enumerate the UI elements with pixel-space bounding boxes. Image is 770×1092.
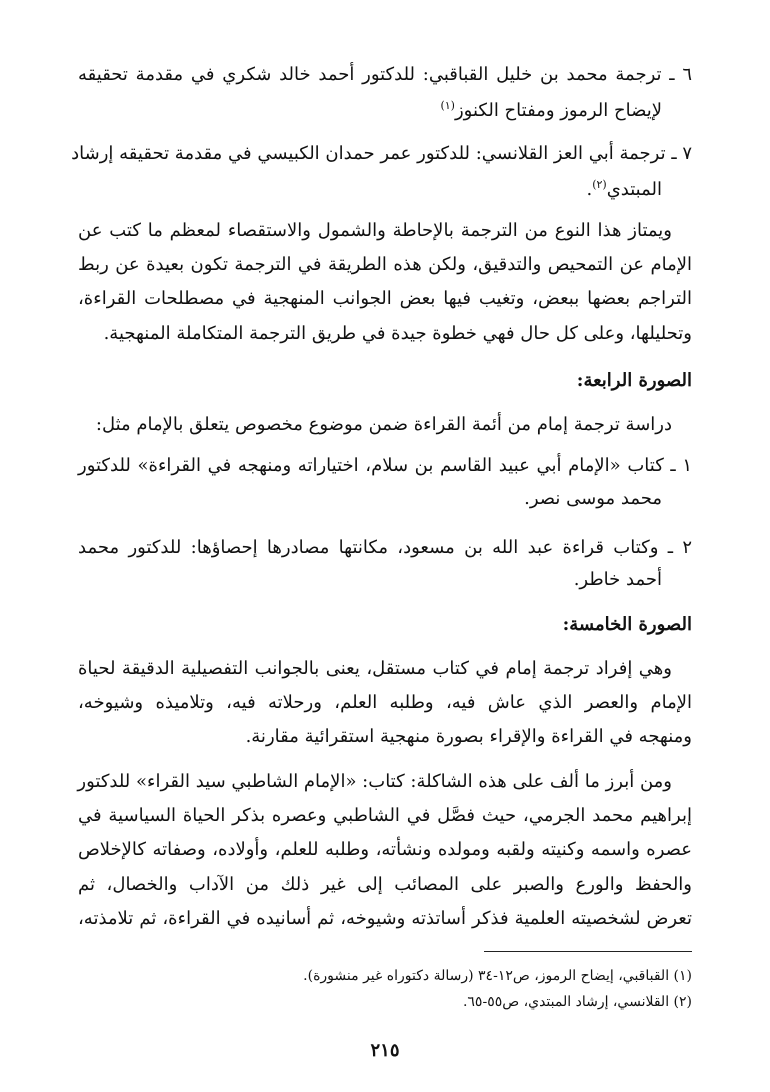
text-line: ومنهجه في القراءة والإقراء بصورة منهجية استقرائية مقارنة. <box>245 726 692 747</box>
text-line: دراسة ترجمة إمام من أئمة القراءة ضمن موضوع مخصوص يتعلق بالإمام مثل: <box>95 414 672 435</box>
section-heading: الصورة الخامسة: <box>562 614 692 635</box>
text-line: محمد موسى نصر. <box>524 488 662 509</box>
text-line: ويمتاز هذا النوع من الترجمة بالإحاطة والشمول والاستقصاء لمعظم ما كتب عن <box>78 220 672 241</box>
text-line: ٧ ـ ترجمة أبي العز القلانسي: للدكتور عمر حمدان الكبيسي في مقدمة تحقيقه إرشاد <box>71 143 692 164</box>
text-line: ٢ ـ وكتاب قراءة عبد الله بن مسعود، مكانتها مصادرها إحصاؤها: للدكتور محمد <box>78 537 692 558</box>
text-line: أحمد خاطر. <box>573 569 662 590</box>
text-line: التراجم بعضها ببعض، وتغيب فيها بعض الجوانب المنهجية في مصطلحات القراءة، <box>78 288 692 309</box>
text-span: المبتدي <box>606 179 662 200</box>
footnote-ref: (١) <box>440 99 455 112</box>
text-line: والحفظ والورع والصبر على المصائب إلى غير ذلك من الآداب والخصال، ثم <box>78 874 692 895</box>
text-span: . <box>586 179 593 200</box>
text-line: الإمام عن التمحيص والتدقيق، ولكن هذه الطريقة في الترجمة تكون بعيدة عن ربط <box>78 254 692 275</box>
text-line: تعرض لشخصيته العلمية فذكر أساتذته وشيوخه، ثم أسانيده في القراءة، ثم تلامذته، <box>78 908 692 929</box>
text-line: ومن أبرز ما ألف على هذه الشاكلة: كتاب: «الإمام الشاطبي سيد القراء» للدكتور <box>77 771 672 792</box>
text-span: لإيضاح الرموز ومفتاح الكنوز <box>454 100 662 121</box>
footnote-divider <box>484 951 692 952</box>
section-heading: الصورة الرابعة: <box>576 370 692 391</box>
footnote-ref: (٢) <box>592 178 607 191</box>
text-line: ١ ـ كتاب «الإمام أبي عبيد القاسم بن سلام، اختياراته ومنهجه في القراءة» للدكتور <box>78 455 692 476</box>
footnote: (١) القباقبي، إيضاح الرموز، ص١٢-٣٤ (رسالة دكتوراه غير منشورة). <box>303 968 692 984</box>
text-line: وهي إفراد ترجمة إمام في كتاب مستقل، يعنى بالجوانب التفصيلية الدقيقة لحياة <box>78 658 672 679</box>
text-line: ٦ ـ ترجمة محمد بن خليل القباقبي: للدكتور أحمد خالد شكري في مقدمة تحقيقه <box>78 64 692 85</box>
text-line: وتحليلها، وعلى كل حال فهي خطوة جيدة في طريق الترجمة المتكاملة المنهجية. <box>103 323 692 344</box>
page-number: ٢١٥ <box>370 1040 400 1061</box>
text-line <box>440 93 662 119</box>
footnote: (٢) القلانسي، إرشاد المبتدي، ص٥٥-٦٥. <box>462 994 692 1010</box>
text-line: الإمام والعصر الذي عاش فيه، وطلبه العلم، ورحلاته فيه، وتلاميذه وشيوخه، <box>78 692 692 713</box>
text-line <box>586 172 662 198</box>
text-line: عصره واسمه وكنيته ولقبه ومولده ونشأته، وطلبه للعلم، وأولاده، وصفاته كالإخلاص <box>78 839 692 860</box>
text-line: إبراهيم محمد الجرمي، حيث فصَّل في الشاطبي وعصره بذكر الحياة السياسية في <box>78 805 692 826</box>
